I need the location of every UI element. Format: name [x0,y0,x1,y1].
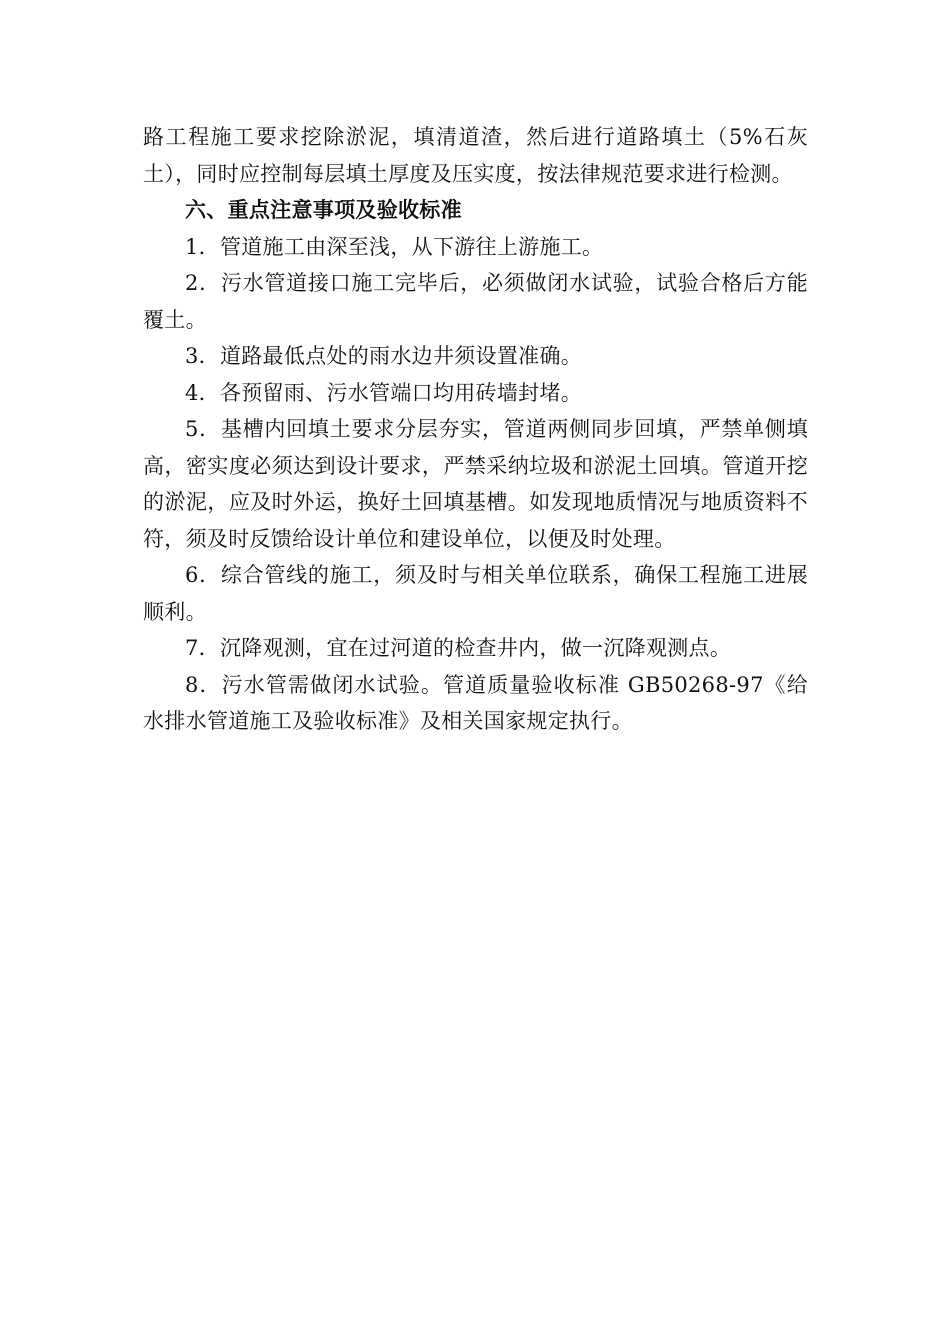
list-item-6: 6．综合管线的施工，须及时与相关单位联系，确保工程施工进展顺利。 [143,563,808,624]
list-item-2: 2．污水管道接口施工完毕后，必须做闭水试验，试验合格后方能覆土。 [143,271,808,332]
list-item-5: 5．基槽内回填土要求分层夯实，管道两侧同步回填，严禁单侧填高，密实度必须达到设计要求，严禁采纳垃圾和淤泥土回填。管道开挖的淤泥，应及时外运，换好土回填基槽。如发现地质情况与地质资料不符，须及时反馈给设计单位和建设单位，以便及时处理。 [143,417,808,551]
list-item-3: 3．道路最低点处的雨水边井须设置准确。 [185,344,583,368]
list-item-1: 1．管道施工由深至浅，从下游往上游施工。 [185,234,604,259]
intro-paragraph: 路工程施工要求挖除淤泥，填清道渣，然后进行道路填土（5%石灰土），同时应控制每层填土厚度及压实度，按法律规范要求进行检测。 [143,125,808,186]
section-heading: 六、重点注意事项及验收标准 [185,197,462,222]
document-page [143,119,808,740]
list-item-7: 7．沉降观测，宜在过河道的检查井内，做一沉降观测点。 [185,636,732,660]
list-item-4: 4．各预留雨、污水管端口均用砖墙封堵。 [185,380,583,405]
list-item-8: 8．污水管需做闭水试验。管道质量验收标准 GB50268-97《给水排水管道施工及验收标准》及相关国家规定执行。 [143,672,808,733]
